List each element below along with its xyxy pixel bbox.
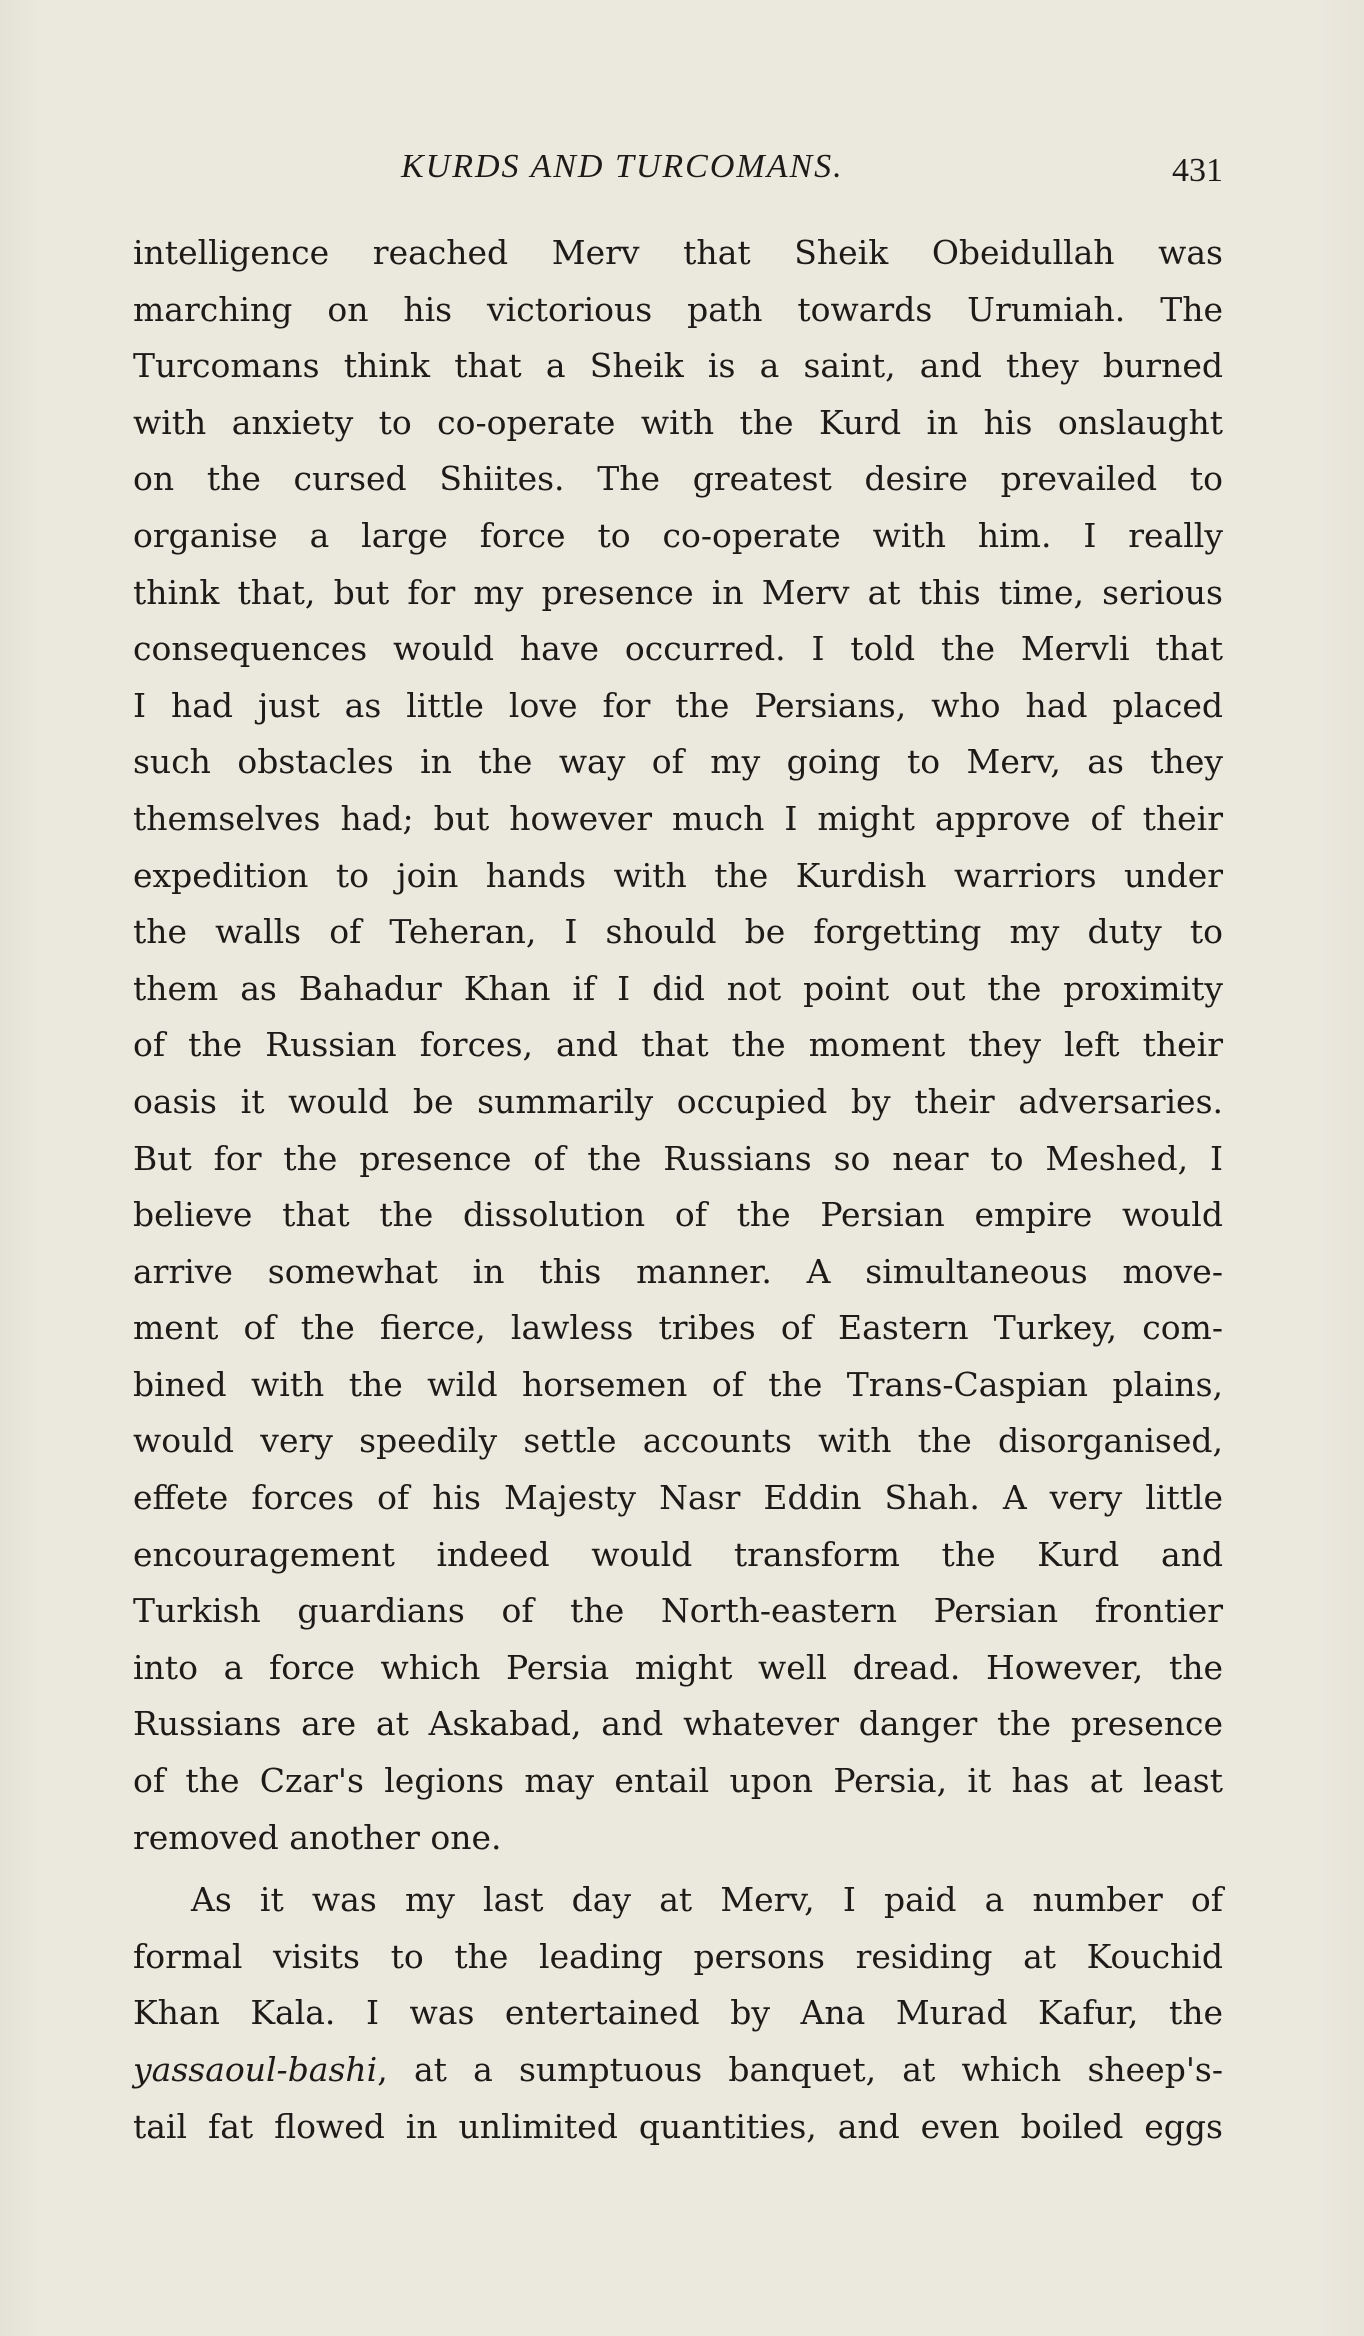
text-line: marching on his victorious path towards Urumiah. The — [133, 289, 1223, 329]
text-line: themselves had; but however much I might approve of their — [133, 798, 1223, 838]
text-line: believe that the dissolution of the Persian empire would — [133, 1195, 1223, 1235]
text-fragment: , at a sumptuous banquet, at which sheep's- — [377, 2050, 1223, 2089]
text-line: formal visits to the leading persons residing at Kouchid — [133, 1936, 1223, 1976]
text-line: effete forces of his Majesty Nasr Eddin Shah. A very little — [133, 1478, 1223, 1518]
text-line: them as Bahadur Khan if I did not point out the proximity — [133, 968, 1223, 1008]
text-line: would very speedily settle accounts with the disorganised, — [133, 1421, 1223, 1461]
text-line: ment of the fierce, lawless tribes of Eastern Turkey, com- — [133, 1308, 1223, 1348]
text-line: But for the presence of the Russians so near to Meshed, I — [133, 1138, 1223, 1178]
text-line: oasis it would be summarily occupied by their adversaries. — [133, 1081, 1223, 1121]
running-title: KURDS AND TURCOMANS. — [401, 148, 844, 185]
text-line: bined with the wild horsemen of the Trans-Caspian plains, — [133, 1364, 1223, 1404]
page-number: 431 — [1172, 152, 1223, 189]
text-line: expedition to join hands with the Kurdish warriors under — [133, 855, 1223, 895]
italic-term: yassaoul-bashi — [133, 2050, 378, 2089]
text-line: Khan Kala. I was entertained by Ana Murad Kafur, the — [133, 1993, 1223, 2033]
text-line: such obstacles in the way of my going to Merv, as they — [133, 742, 1223, 782]
text-line: consequences would have occurred. I told the Mervli that — [133, 629, 1223, 669]
text-line: encouragement indeed would transform the Kurd and — [133, 1534, 1223, 1574]
text-line: Russians are at Askabad, and whatever danger the presence — [133, 1704, 1223, 1744]
running-head — [133, 148, 1223, 198]
body-text — [133, 225, 1223, 2155]
text-line: As it was my last day at Merv, I paid a number of — [191, 1880, 1223, 1920]
text-line: Turcomans think that a Sheik is a saint, and they burned — [133, 346, 1223, 386]
text-line: removed another one. — [133, 1817, 502, 1857]
text-line: arrive somewhat in this manner. A simultaneous move- — [133, 1251, 1223, 1291]
text-line: I had just as little love for the Persians, who had placed — [133, 685, 1223, 725]
text-line: into a force which Persia might well dread. However, the — [133, 1647, 1223, 1687]
text-line: Turkish guardians of the North-eastern Persian frontier — [133, 1591, 1223, 1631]
text-line: the walls of Teheran, I should be forgetting my duty to — [133, 912, 1223, 952]
text-line: organise a large force to co-operate with him. I really — [133, 515, 1223, 555]
paragraph-1 — [133, 225, 1223, 1866]
paragraph-2 — [133, 1872, 1223, 2155]
text-line: of the Czar's legions may entail upon Persia, it has at least — [133, 1761, 1223, 1801]
text-line: with anxiety to co-operate with the Kurd in his onslaught — [133, 402, 1223, 442]
text-line: think that, but for my presence in Merv at this time, serious — [133, 572, 1223, 612]
text-line: intelligence reached Merv that Sheik Obeidullah was — [133, 233, 1223, 272]
text-line: of the Russian forces, and that the moment they left their — [133, 1025, 1223, 1065]
text-line-with-italic — [133, 2042, 1223, 2099]
text-line: on the cursed Shiites. The greatest desire prevailed to — [133, 459, 1223, 499]
text-line: tail fat flowed in unlimited quantities, and even boiled eggs — [133, 2106, 1223, 2146]
